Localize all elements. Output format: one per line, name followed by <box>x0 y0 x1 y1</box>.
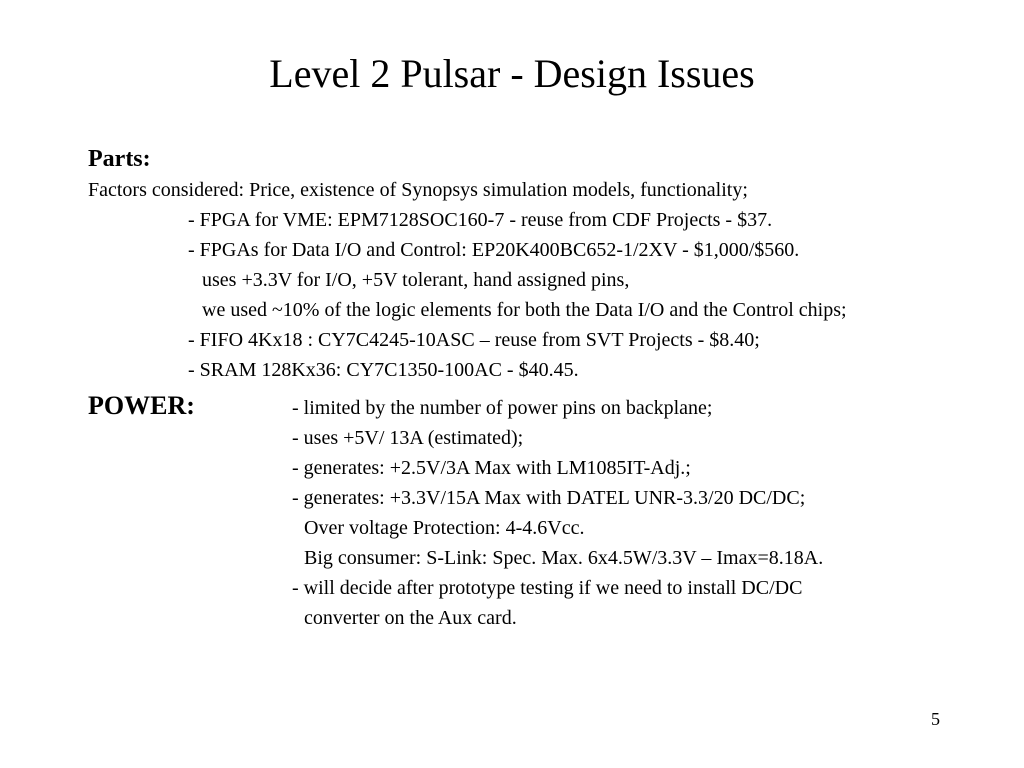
parts-factors: Factors considered: Price, existence of Synopsys simulation models, functionality; <box>88 179 748 201</box>
power-item: - limited by the number of power pins on backplane; <box>292 397 713 419</box>
power-item: - generates: +2.5V/3A Max with LM1085IT-Adj.; <box>292 457 691 479</box>
parts-item: - FIFO 4Kx18 : CY7C4245-10ASC – reuse from SVT Projects - $8.40; <box>188 329 760 351</box>
parts-heading: Parts: <box>88 146 151 172</box>
parts-item: - FPGA for VME: EPM7128SOC160-7 - reuse from CDF Projects - $37. <box>188 209 773 231</box>
page-number: 5 <box>931 709 940 729</box>
power-item: - uses +5V/ 13A (estimated); <box>292 427 524 449</box>
parts-item: we used ~10% of the logic elements for both the Data I/O and the Control chips; <box>202 299 847 321</box>
power-item: Over voltage Protection: 4-4.6Vcc. <box>304 517 585 539</box>
power-item: Big consumer: S-Link: Spec. Max. 6x4.5W/3.3V – Imax=8.18A. <box>304 547 824 569</box>
power-item: - generates: +3.3V/15A Max with DATEL UNR-3.3/20 DC/DC; <box>292 487 806 509</box>
power-item: converter on the Aux card. <box>304 607 517 629</box>
parts-item: uses +3.3V for I/O, +5V tolerant, hand assigned pins, <box>202 269 630 291</box>
slide-title: Level 2 Pulsar - Design Issues <box>269 51 755 96</box>
parts-item: - SRAM 128Kx36: CY7C1350-100AC - $40.45. <box>188 359 579 381</box>
power-heading: POWER: <box>88 391 195 420</box>
parts-item: - FPGAs for Data I/O and Control: EP20K400BC652-1/2XV - $1,000/$560. <box>188 239 800 261</box>
power-item: - will decide after prototype testing if we need to install DC/DC <box>292 577 803 599</box>
